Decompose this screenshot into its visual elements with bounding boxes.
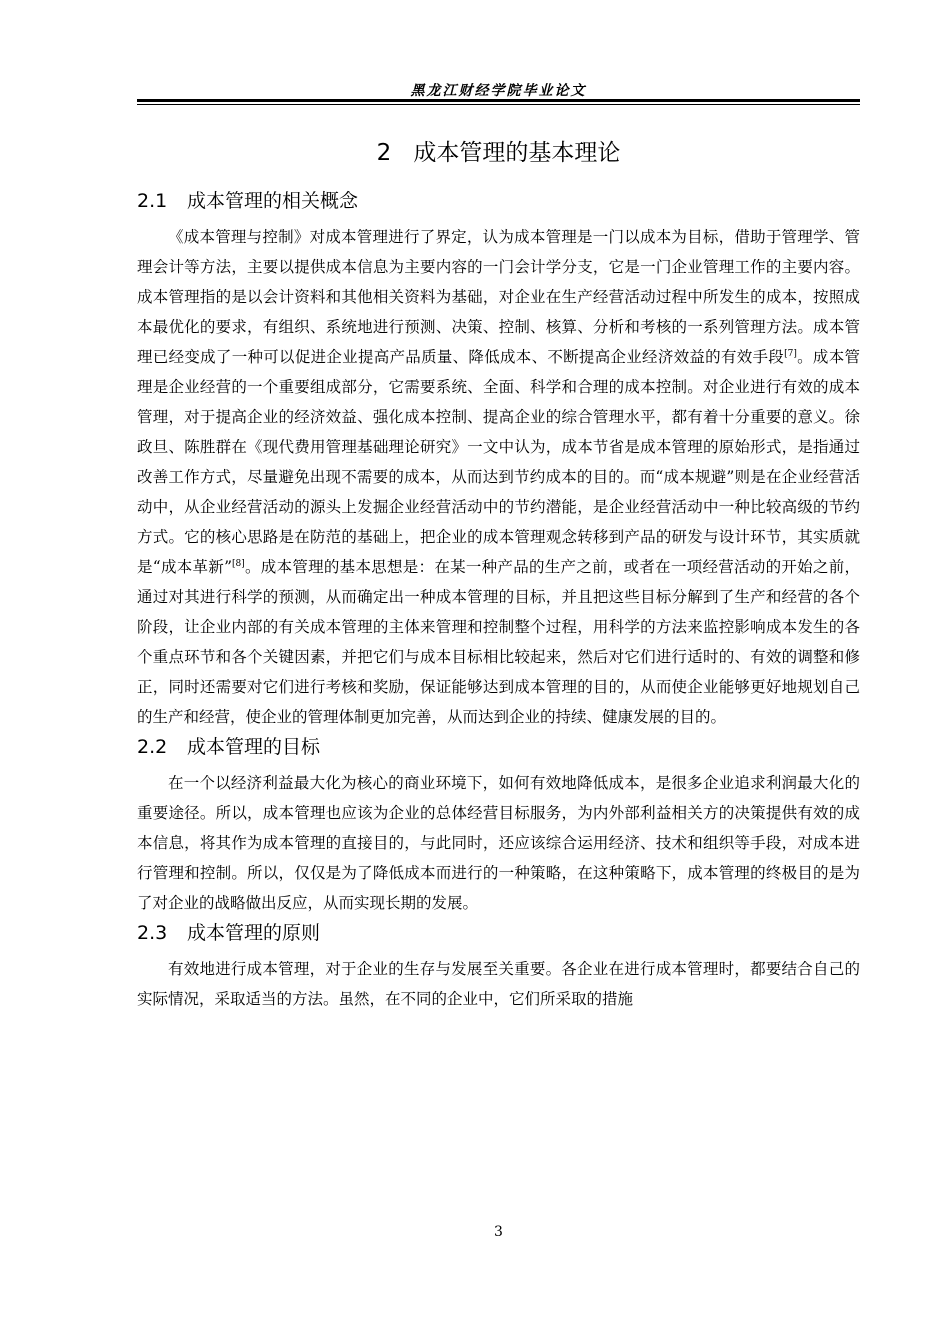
section-title-text: 成本管理的原则 [187, 922, 321, 944]
section-heading-2-3 [137, 918, 860, 954]
paragraph-text: 《成本管理与控制》对成本管理进行了界定，认为成本管理是一门以成本为目标，借助于管理学、管理会计等方法，主要以提供成本信息为主要内容的一门会计学分支，它是一门企业管理工作的主要内容。成本管理指的是以会计资料和其他相关资料为基础，对企业在生产经营活动过程中所发生的成本，按照成本最优化的要求，有组织、系统地进行预测、决策、控制、核算、分析和考核的一系列管理方法。成本管理已经变成了一种可以促进企业提高产品质量、降低成本、不断提高企业经济效益的有效手段 [137, 228, 860, 366]
header-rule-thin [137, 104, 860, 105]
section-paragraph-2-3: 有效地进行成本管理，对于企业的生存与发展至关重要。各企业在进行成本管理时，都要结合自己的实际情况，采取适当的方法。虽然，在不同的企业中，它们所采取的措施 [137, 960, 860, 1008]
section-heading-2-1 [137, 186, 860, 222]
section-number: 2.1 [137, 190, 168, 212]
section-heading-2-2 [137, 732, 860, 768]
section-title-text: 成本管理的相关概念 [187, 190, 359, 212]
section-number: 2.3 [137, 922, 168, 944]
chapter-title-text: 成本管理的基本理论 [413, 140, 621, 166]
page-number: 3 [494, 1224, 503, 1240]
paragraph-text: 。成本管理的基本思想是：在某一种产品的生产之前，或者在一项经营活动的开始之前，通过对其进行科学的预测，从而确定出一种成本管理的目标，并且把这些目标分解到了生产和经营的各个阶段，让企业内部的有关成本管理的主体来管理和控制整个过程，用科学的方法来监控影响成本发生的各个重点环节和各个关键因素，并把它们与成本目标相比较起来，然后对它们进行适时的、有效的调整和修正，同时还需要对它们进行考核和奖励，保证能够达到成本管理的目的，从而使企业能够更好地规划自己的生产和经营，使企业的管理体制更加完善，从而达到企业的持续、健康发展的目的。 [137, 558, 860, 726]
section-paragraph-2-1 [137, 222, 860, 732]
citation-8: [8] [232, 559, 245, 569]
paragraph-text: 。成本管理是企业经营的一个重要组成部分，它需要系统、全面、科学和合理的成本控制。对企业进行有效的成本管理，对于提高企业的经济效益、强化成本控制、提高企业的综合管理水平，都有着十分重要的意义。徐政旦、陈胜群在《现代费用管理基础理论研究》一文中认为，成本节省是成本管理的原始形式，是指通过改善工作方式，尽量避免出现不需要的成本，从而达到节约成本的目的。而“成本规避”则是在企业经营活动中，从企业经营活动的源头上发掘企业经营活动中的节约潜能，是企业经营活动中一种比较高级的节约方式。它的核心思路是在防范的基础上，把企业的成本管理观念转移到产品的研发与设计环节，其实质就是“成本革新” [137, 348, 860, 576]
running-header: 黑龙江财经学院毕业论文 [410, 83, 587, 99]
chapter-number: 2 [376, 140, 392, 166]
section-number: 2.2 [137, 736, 168, 758]
section-paragraph-2-2: 在一个以经济利益最大化为核心的商业环境下，如何有效地降低成本，是很多企业追求利润最大化的重要途径。所以，成本管理也应该为企业的总体经营目标服务，为内外部利益相关方的决策提供有效的成本信息，将其作为成本管理的直接目的，与此同时，还应该综合运用经济、技术和组织等手段，对成本进行管理和控制。所以，仅仅是为了降低成本而进行的一种策略，在这种策略下，成本管理的终极目的是为了对企业的战略做出反应，从而实现长期的发展。 [137, 774, 860, 912]
citation-7: [7] [784, 349, 797, 359]
header-rule-thick [137, 99, 860, 102]
chapter-title [137, 134, 860, 167]
body-content [137, 186, 860, 1014]
section-title-text: 成本管理的目标 [187, 736, 321, 758]
